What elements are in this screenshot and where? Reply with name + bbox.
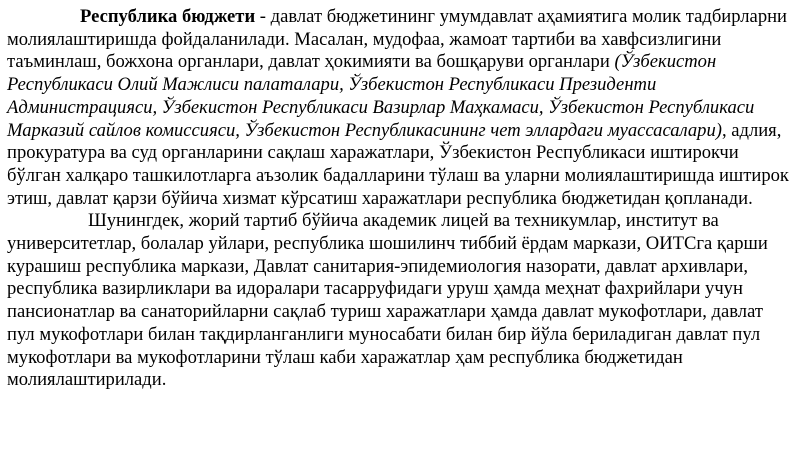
paragraph-text-b: , адлия, прокуратура ва суд органларини сақлаш харажатлари, Ўзбекистон Республикаси иштирокчи бўлган халқаро ташкилотларга аъзолик бадалларини тўлаш ва уларни молиялаштиришда иштирок этиш, давлат қарзи бўйича хизмат кўрсатиш харажатлари республика бюджетидан қопланади.: [7, 119, 789, 209]
term-heading: Республика бюджети: [80, 6, 256, 27]
paragraph-republic-budget: [7, 6, 792, 210]
institutions-list: (Ўзбекистон Республикаси Олий Мажлиси палаталари, Ўзбекистон Республикаси Президенти Администрацияси, Ўзбекистон Республикаси Вазирлар Маҳкамаси, Ўзбекистон Республикаси Марказий сайлов комиссияси, Ўзбекистон Республикасининг чет эллардаги муассасалари): [7, 51, 755, 141]
paragraph-additional-expenses: Шунингдек, жорий тартиб бўйича академик лицей ва техникумлар, институт ва университетлар, болалар уйлари, республика шошилинч тиббий ёрдам маркази, ОИТСга қарши курашиш республика маркази, Давлат санитария-эпидемиология назорати, давлат архивлари, республика вазирликлари ва идоралари тасарруфидаги уруш ҳамда меҳнат фахрийлари учун пансионатлар ва санаторийларни сақлаб туриш харажатлари ҳамда давлат мукофотлари, давлат пул мукофотлари билан тақдирланганлиги муносабати билан бир йўла бериладиган давлат пул мукофотлари ва мукофотларини тўлаш каби харажатлар ҳам республика бюджетидан молиялаштирилади.: [7, 210, 768, 391]
paragraph-text-a: - давлат бюджетининг умумдавлат аҳамиятига молик тадбирларни молиялаштиришда фойдаланилади. Масалан, мудофаа, жамоат тартиби ва хавфсизлигини таъминлаш, божхона органлари, давлат ҳокимияти ва бошқаруви органлари: [7, 6, 788, 73]
